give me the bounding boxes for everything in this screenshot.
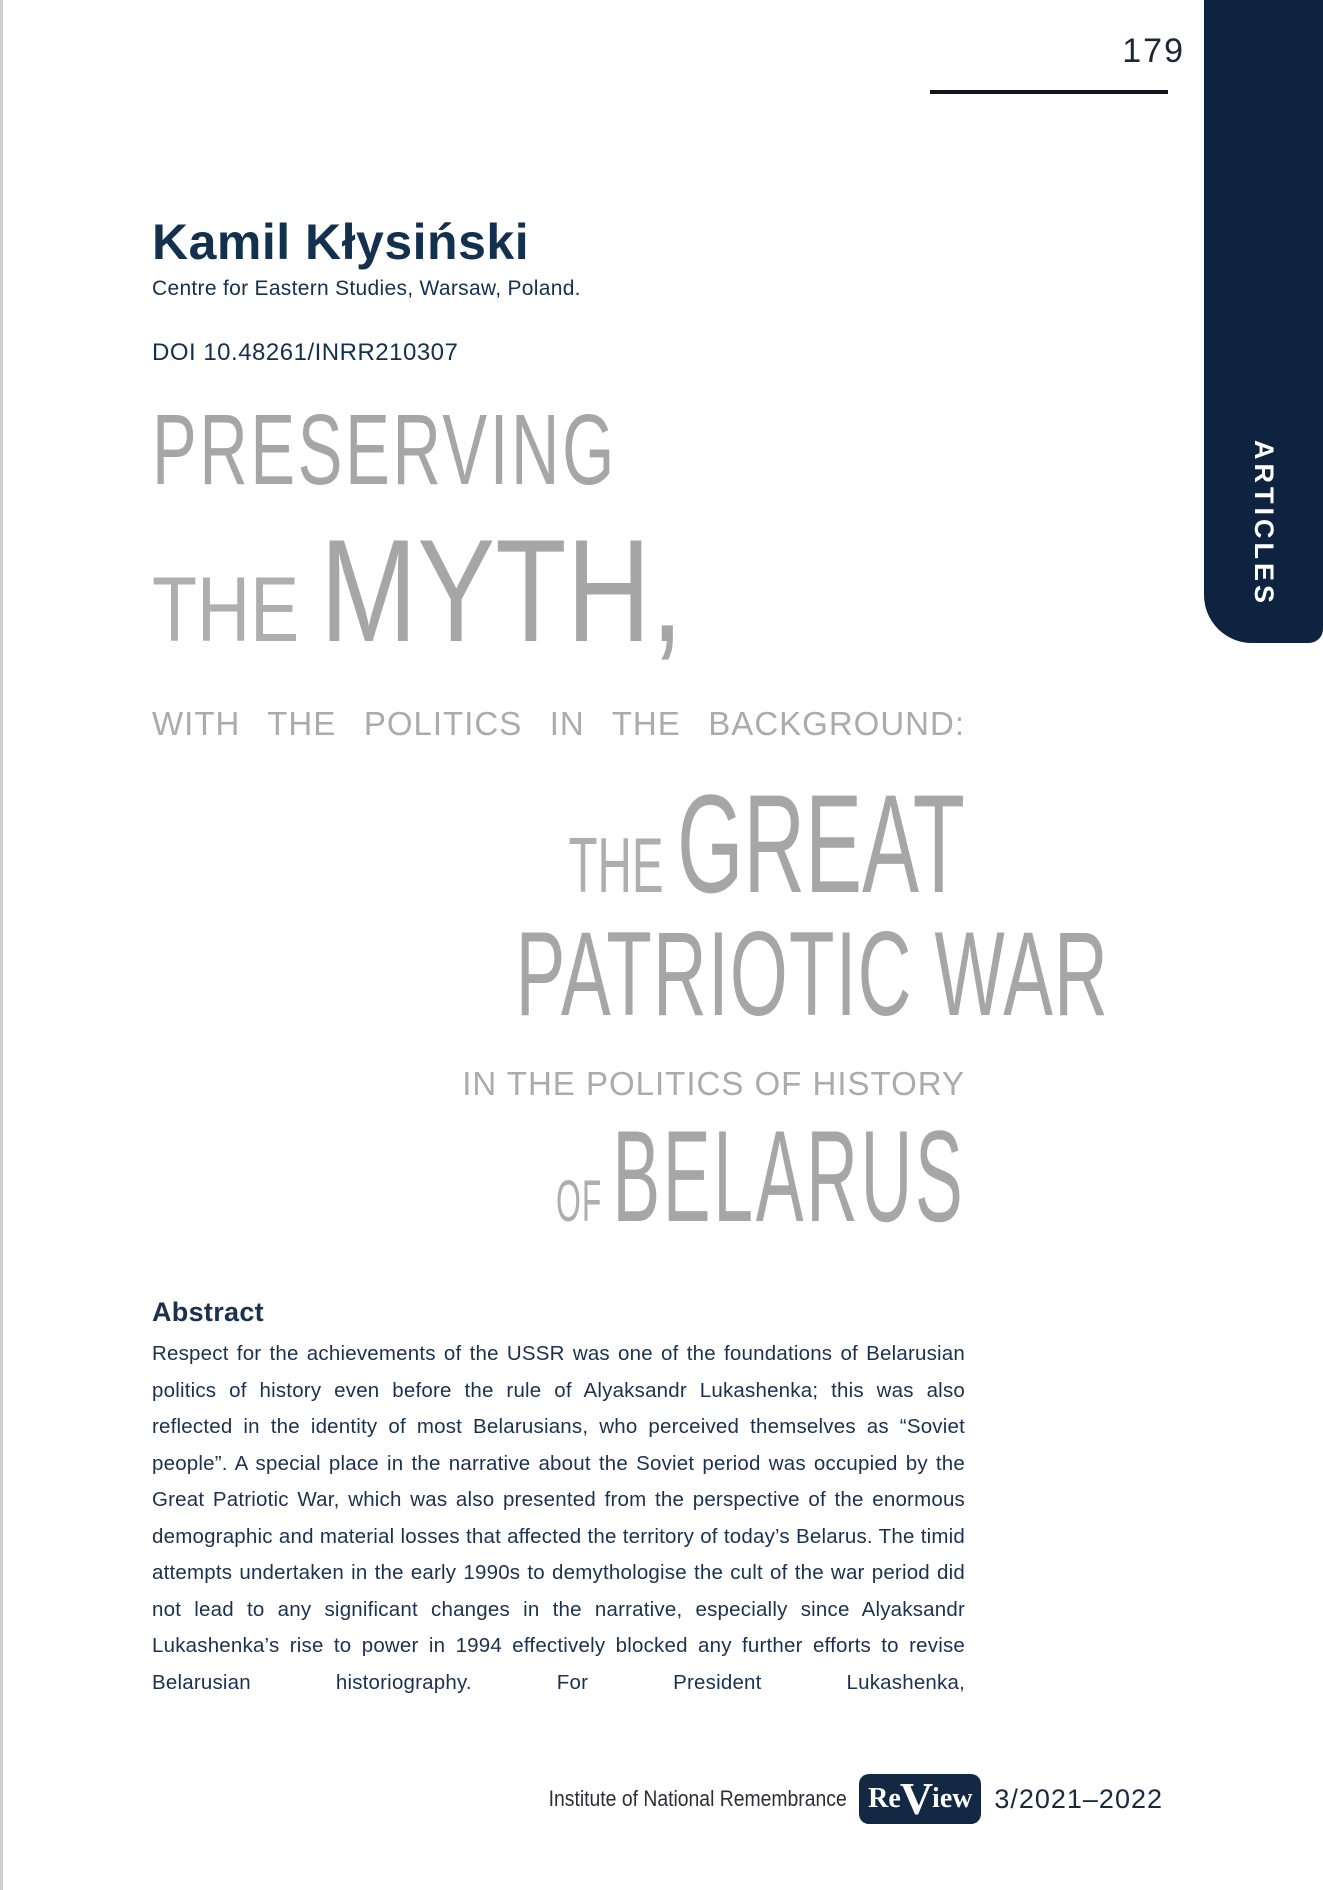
title-line-6: IN THE POLITICS OF HISTORY [462,1064,965,1102]
title-word-patriotic-war: PATRIOTIC WAR [515,906,1110,1041]
author-block [152,215,965,368]
publisher-name: Institute of National Remembrance [548,1786,847,1811]
review-journal-logo [859,1774,981,1824]
page-footer [508,1774,1163,1824]
title-word-myth: MYTH, [320,509,684,672]
title-line-7 [152,1103,965,1250]
title-line-4 [152,764,965,922]
title-line-2 [152,509,965,672]
author-name: Kamil Kłysiński [152,214,530,270]
title-word-of: OF [555,1169,603,1235]
issue-number: 3/2021–2022 [994,1783,1163,1814]
page-number: 179 [1122,32,1185,70]
title-word-the-1: THE [152,559,300,661]
page-edge-strip [0,0,3,1890]
title-word-great: GREAT [677,764,965,922]
title-line-5 [152,906,1110,1041]
articles-section-tab [1204,0,1323,643]
logo-text-iew: iew [932,1783,973,1814]
author-affiliation: Centre for Eastern Studies, Warsaw, Poland. [152,277,581,300]
abstract-heading: Abstract [152,1297,264,1327]
logo-text-re: Re [868,1783,901,1814]
title-word-the-2: THE [568,820,664,909]
title-word-preserving: PRESERVING [152,394,617,506]
article-title [152,394,1110,1250]
header-rule [930,90,1168,94]
title-word-belarus: BELARUS [611,1103,965,1250]
doi: DOI 10.48261/INRR210307 [152,339,459,367]
logo-text-v: V [899,1773,934,1824]
articles-tab-label: ARTICLES [1249,440,1279,607]
title-line-1 [152,394,965,506]
abstract-section [152,1295,965,1701]
title-line-3: WITH THE POLITICS IN THE BACKGROUND: [152,705,965,742]
abstract-text: Respect for the achievements of the USSR was one of the foundations of Belarusian politics of history even before the rule of Alyaksandr Lukashenka; this was also reflected in the identity of most Belarusians, who perceived themselves as “Soviet people”. A special place in the narrative about the Soviet period was occupied by the Great Patriotic War, which was also presented from the perspective of the enormous demographic and material losses that affected the territory of today’s Belarus. The timid attempts undertaken in the early 1990s to demythologise the cult of the war period did not lead to any significant changes in the narrative, especially since Alyaksandr Lukashenka’s rise to power in 1994 effectively blocked any further efforts to revise Belarusian historiography. For President Lukashenka, [152,1342,965,1694]
